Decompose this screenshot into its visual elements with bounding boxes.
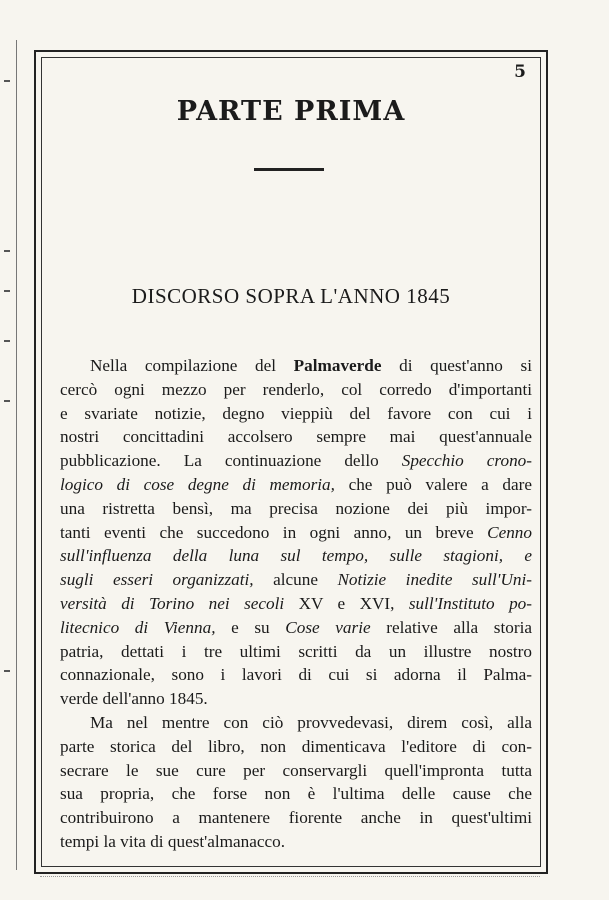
text-run: sull'Instituto po- [408, 593, 532, 613]
text-run: tempi la vita di quest'almanacco. [60, 831, 286, 851]
text-run: Cose varie [285, 617, 371, 637]
text-run: alcune [253, 570, 338, 590]
text-run: tanti eventi che succedono in ogni anno, un breve [60, 522, 488, 542]
text-line [60, 402, 532, 426]
text-run: litecnico di Vienna, [60, 617, 216, 637]
text-run: sull'influenza della luna sul tempo, sulle stagioni, e [60, 546, 532, 566]
text-line [60, 521, 532, 545]
text-run: una ristretta bensì, ma precisa nozione dei più impor- [60, 498, 532, 518]
text-run: contribuirono a mantenere fiorente anche in quest'ultimi [60, 808, 532, 828]
text-run: cercò ogni mezzo per renderlo, col corredo d'importanti [60, 379, 532, 399]
text-run: Specchio crono- [401, 451, 532, 471]
text-run: logico di cose degne di memoria, [60, 474, 335, 494]
text-line [60, 782, 532, 806]
part-title: PARTE PRIMA [176, 96, 406, 127]
text-line [60, 663, 532, 687]
text-run: Cenno [487, 522, 532, 542]
text-run: Palmaverde [293, 356, 382, 375]
text-run: Nella compilazione del [90, 356, 294, 375]
body-text [60, 354, 532, 854]
text-run: Notizie inedite sull'Uni- [337, 570, 532, 590]
text-line [60, 449, 532, 473]
adjacent-page-edge [0, 40, 17, 870]
page-number: 5 [514, 62, 526, 82]
text-line [60, 711, 532, 735]
page-edge-mark [4, 290, 10, 292]
bottom-dotted-rule [40, 876, 540, 877]
page-edge-mark [4, 340, 10, 342]
text-line [60, 378, 532, 402]
text-run: versità di Torino nei secoli [60, 593, 285, 613]
text-run: parte storica del libro, non dimenticava l'editore di con- [60, 736, 532, 756]
text-line [60, 806, 532, 830]
text-line [60, 687, 532, 711]
text-run: e svariate notizie, degno vieppiù del favore con cui i [60, 403, 532, 423]
text-run: sugli esseri organizzati, [60, 570, 254, 590]
text-run: Ma nel mentre con ciò provvedevasi, direm così, alla [90, 712, 532, 732]
text-run: XV e XVI, [284, 593, 409, 613]
text-line [60, 497, 532, 521]
text-line [60, 759, 532, 783]
text-run: sua propria, che forse non è l'ultima delle cause che [60, 784, 532, 804]
page-edge-mark [4, 670, 10, 672]
text-line [60, 354, 532, 378]
text-line [60, 735, 532, 759]
text-run: verde dell'anno 1845. [60, 689, 208, 709]
page-border [34, 50, 548, 874]
page-edge-mark [4, 400, 10, 402]
title-rule [254, 168, 324, 171]
text-run: secrare le sue cure per conservargli quell'impronta tutta [60, 760, 532, 780]
text-run: patria, dettati i tre ultimi scritti da un illustre nostro [60, 641, 532, 661]
text-run: relative alla storia [370, 617, 532, 637]
text-line [60, 830, 532, 854]
page-edge-mark [4, 250, 10, 252]
section-title: DISCORSO SOPRA L'ANNO 1845 [131, 284, 451, 308]
text-line [60, 544, 532, 568]
text-line [60, 568, 532, 592]
text-run: pubblicazione. La continuazione dello [60, 451, 402, 471]
text-run: nostri concittadini accolsero sempre mai quest'annuale [60, 427, 532, 447]
text-line [60, 616, 532, 640]
text-line [60, 473, 532, 497]
page-edge-mark [4, 80, 10, 82]
text-run: di quest'anno si [381, 356, 532, 375]
text-line [60, 640, 532, 664]
text-line [60, 425, 532, 449]
text-line [60, 592, 532, 616]
text-run: che può valere a dare [334, 474, 532, 494]
text-run: e su [215, 617, 286, 637]
text-run: connazionale, sono i lavori di cui si adorna il Palma- [60, 665, 532, 685]
